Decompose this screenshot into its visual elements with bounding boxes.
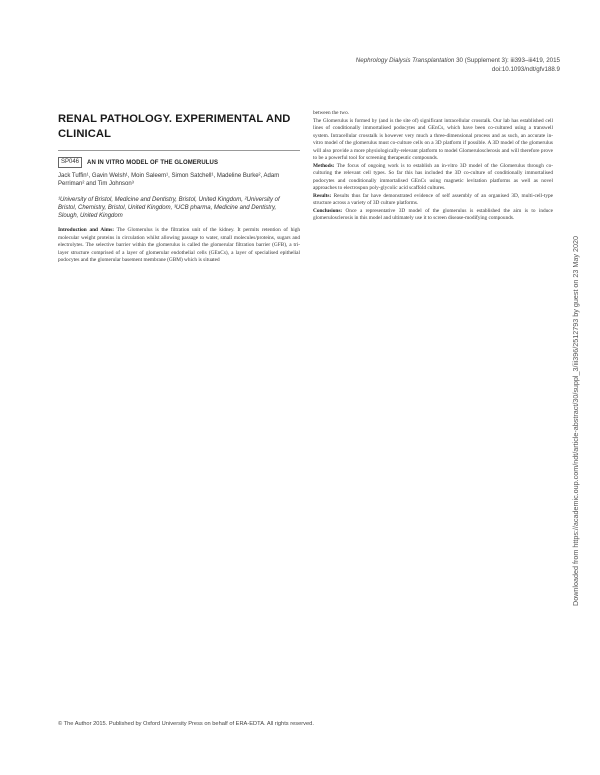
section-divider <box>58 150 300 151</box>
download-watermark: Downloaded from https://academic.oup.com/ndt/article-abstract/30/suppl_3/iii396/2512793 by guest on 23 May 2020 <box>571 236 580 606</box>
intro-text: The Glomerulus is the filtration unit of the kidney. It permits retention of high molecular weight proteins in circulation whilst allowing passage to water, small molecules/proteins, sugars and electrolytes. The selective barrier within the glomerulus is called the glomerular filtration barrier (GFB), a tri-layer structure comprised of a layer of glomerular endothelial cells (GEnCs), a layer of specialised epithelial podocytes and the glomerular basement membrane (GBM) which is situated <box>58 227 300 263</box>
methods-label: Methods: <box>313 162 335 169</box>
journal-volume-pages: 30 (Supplement 3): iii393–iii419, 2015 <box>456 57 560 64</box>
journal-doi[interactable]: doi:10.1093/ndt/gfv188.9 <box>491 65 560 73</box>
abstract-heading <box>58 157 308 168</box>
conclusions-paragraph <box>313 208 553 223</box>
author-list: Jack Tuffin¹, Gavin Welsh¹, Moin Saleem¹, Simon Satchell¹, Madeline Burke², Adam Perriman² and Tim Johnson³ <box>58 173 280 187</box>
intro-label: Introduction and Aims: <box>58 227 114 233</box>
conclusions-text: Once a representative 3D model of the glomerulus is established the aim is to induce glomerulosclerosis in this model and ultimately use it to screen disease-modifying compounds. <box>313 207 553 221</box>
results-text: Results thus far have demonstrated evidence of self assembly of an organised 3D, multi-cell-type structure across a variety of 3D culture platforms. <box>313 192 553 206</box>
affiliation-list: ¹University of Bristol, Medicine and Dentistry, Bristol, United Kingdom, ²University of Bristol, Chemistry, Bristol, United Kingdom, ³UCB pharma, Medicine and Dentistry, Slough, United Kingdom <box>58 197 280 219</box>
intro-continuation: between the two. <box>313 110 350 116</box>
journal-name: Nephrology Dialysis Transplantation <box>355 57 455 64</box>
results-label: Results: <box>313 192 332 199</box>
abstract-id-badge: SP046 <box>58 157 82 168</box>
journal-header <box>300 57 560 74</box>
copyright-footer: © The Author 2015. Published by Oxford University Press on behalf of ERA-EDTA. All rights reserved. <box>58 721 314 727</box>
results-paragraph <box>313 193 553 208</box>
intro-paragraph-2: The Glomerulus is formed by (and is the site of) significant intracellular crosstalk. Our lab has established cell lines of conditionally immortalised podocytes and GEnCs, which have been co-cultured using a transwell system. Intracellular crosstalk is however very much a three-dimensional process and as such, an accurate in-vitro model of the glomerulus must co-culture cells on a 3D platform if possible. A 3D model of the glomerulus will also provide a more physiologically-relevant platform to model Glomerulosclerosis and will therefore prove to be a powerful tool for screening therapeutic compounds. <box>313 117 553 161</box>
methods-paragraph <box>313 163 553 193</box>
section-title: RENAL PATHOLOGY. EXPERIMENTAL AND CLINICAL <box>58 113 291 140</box>
left-column <box>58 227 300 265</box>
right-column <box>313 110 553 223</box>
abstract-title: AN IN VITRO MODEL OF THE GLOMERULUS <box>87 159 219 166</box>
methods-text: The focus of ongoing work is to establish an in-vitro 3D model of the Glomerulus through co-culturing the relevant cell types. So far this has included the 3D co-culture of conditionally immortalised podocytes and conditionally immortalised GEnCs using magnetic levitation platforms as well as novel approaches to electrospun poly-glycolic acid scaffold cultures. <box>313 162 553 191</box>
intro-paragraph <box>58 227 300 265</box>
journal-citation <box>300 57 560 66</box>
conclusions-label: Conclusions: <box>313 207 343 214</box>
